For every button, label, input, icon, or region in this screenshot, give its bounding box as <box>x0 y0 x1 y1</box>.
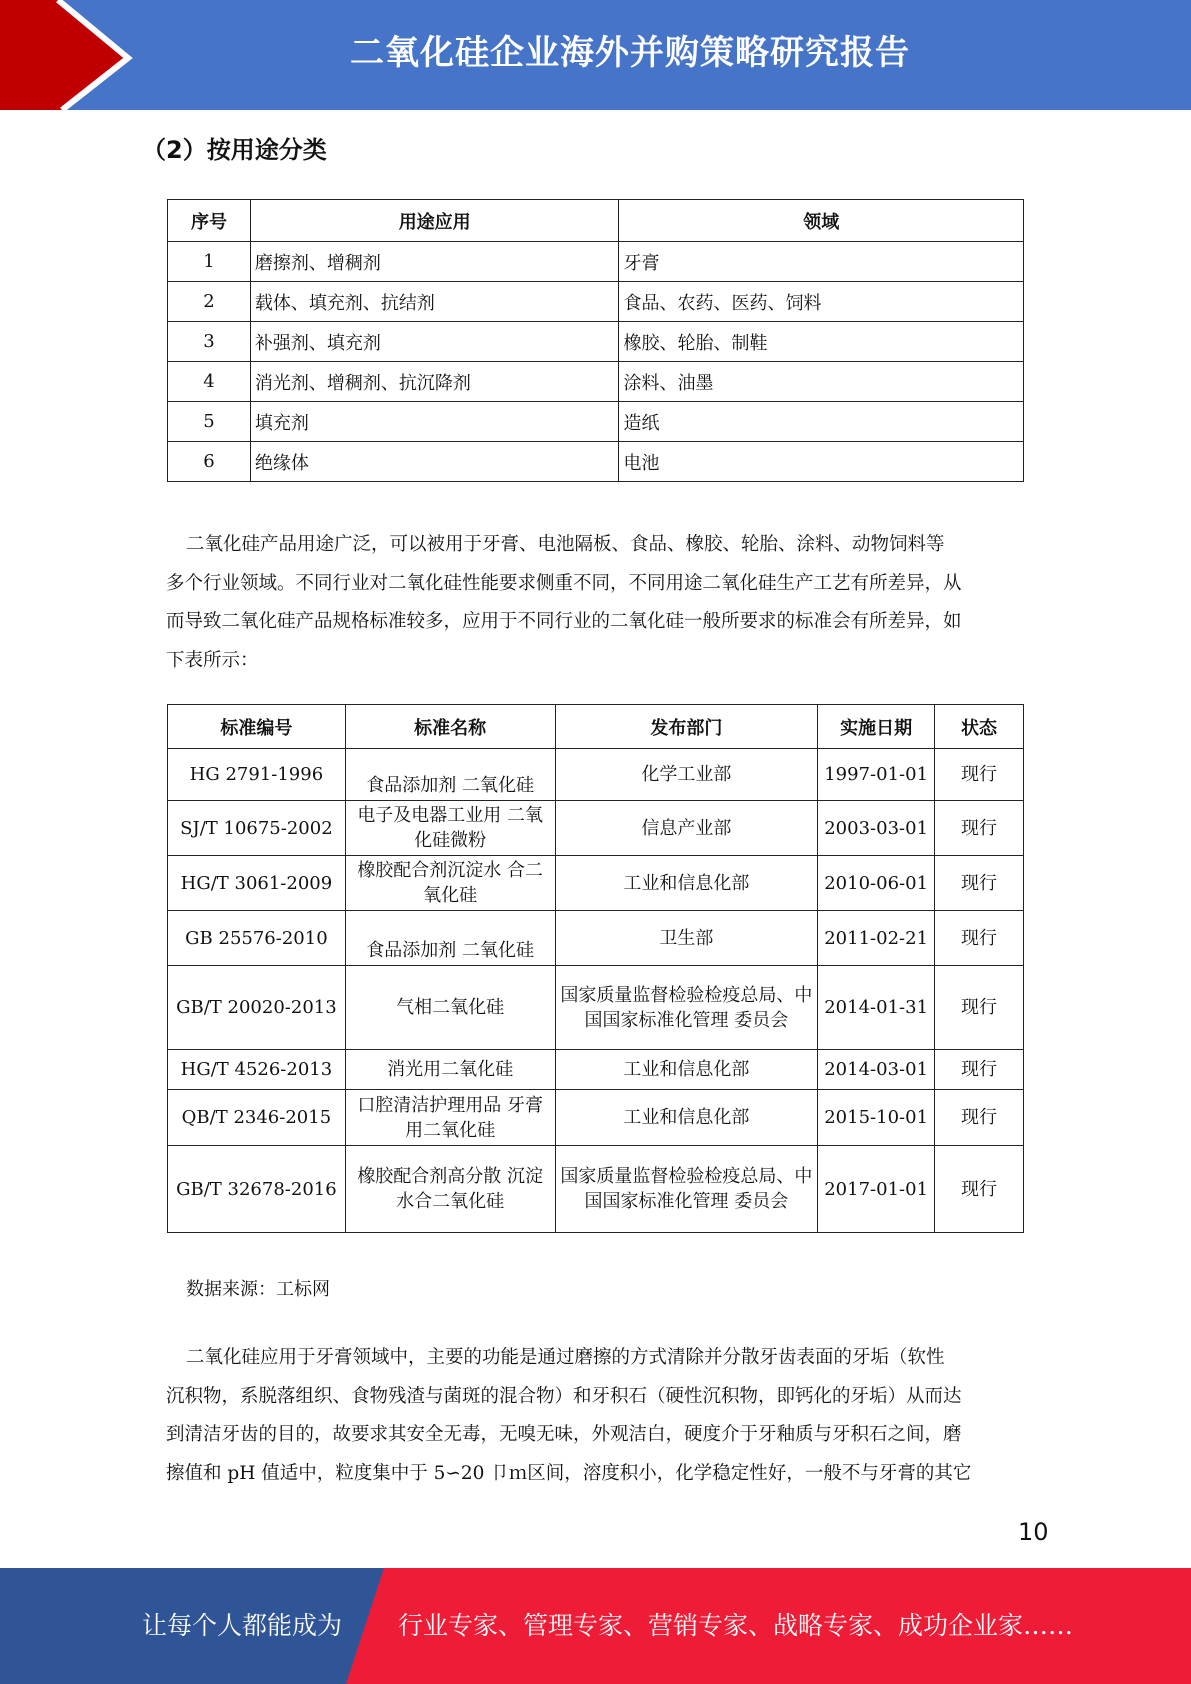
table-row <box>168 442 1024 482</box>
table-cell: 现行 <box>935 966 1024 1050</box>
column-header: 领域 <box>619 200 1024 242</box>
paragraph-usage <box>166 526 1024 680</box>
table-cell: 现行 <box>935 1146 1024 1233</box>
table-cell: 牙膏 <box>619 242 1024 282</box>
table-row <box>168 362 1024 402</box>
page-header <box>0 0 1191 110</box>
column-header: 用途应用 <box>250 200 619 242</box>
table-row <box>168 402 1024 442</box>
table-cell: 工业和信息化部 <box>555 1050 818 1090</box>
table-cell: 磨擦剂、增稠剂 <box>250 242 619 282</box>
table-cell: 填充剂 <box>250 402 619 442</box>
footer-slogan-right: 行业专家、管理专家、营销专家、战略专家、成功企业家…… <box>398 1611 1074 1640</box>
column-header: 实施日期 <box>818 705 935 749</box>
table-cell: 食品添加剂 二氧化硅 <box>345 749 555 801</box>
table-cell: 补强剂、填充剂 <box>250 322 619 362</box>
table-cell: 卫生部 <box>555 911 818 966</box>
table-cell: 橡胶配合剂沉淀水 合二氧化硅 <box>345 856 555 911</box>
table-cell: 现行 <box>935 1050 1024 1090</box>
table-row <box>168 966 1024 1050</box>
standards-table <box>167 704 1024 1233</box>
table-cell: 2015-10-01 <box>818 1090 935 1146</box>
paragraph-line: 二氧化硅应用于牙膏领域中，主要的功能是通过磨擦的方式清除并分散牙齿表面的牙垢（软性 <box>186 1347 945 1368</box>
page-number: 10 <box>1018 1518 1049 1546</box>
table-cell: 信息产业部 <box>555 801 818 856</box>
paragraph-line: 擦值和 pH 值适中，粒度集中于 5∽20 卩ｍ区间，溶度积小，化学稳定性好，一般不与牙膏的其它 <box>166 1462 972 1484</box>
table-cell: 橡胶配合剂高分散 沉淀水合二氧化硅 <box>345 1146 555 1233</box>
section-title: （2）按用途分类 <box>142 136 327 164</box>
table-cell: 绝缘体 <box>250 442 619 482</box>
table-cell: GB 25576-2010 <box>168 911 346 966</box>
table-row <box>168 1050 1024 1090</box>
table-cell: HG 2791-1996 <box>168 749 346 801</box>
table-cell: 涂料、油墨 <box>619 362 1024 402</box>
table-cell: 2014-01-31 <box>818 966 935 1050</box>
table-cell: 6 <box>168 442 251 482</box>
table-cell: QB/T 2346-2015 <box>168 1090 346 1146</box>
table-cell: 3 <box>168 322 251 362</box>
table-cell: 工业和信息化部 <box>555 1090 818 1146</box>
header-chevron-decoration <box>0 0 160 110</box>
table-row <box>168 911 1024 966</box>
column-header: 状态 <box>935 705 1024 749</box>
table-cell: 气相二氧化硅 <box>345 966 555 1050</box>
report-title: 二氧化硅企业海外并购策略研究报告 <box>350 33 910 73</box>
table-cell: 4 <box>168 362 251 402</box>
table-cell: 国家质量监督检验检疫总局、中国国家标准化管理 委员会 <box>555 966 818 1050</box>
table-row <box>168 282 1024 322</box>
table-cell: 2 <box>168 282 251 322</box>
table-cell: 2014-03-01 <box>818 1050 935 1090</box>
column-header: 标准名称 <box>345 705 555 749</box>
table-row <box>168 322 1024 362</box>
table-row <box>168 801 1024 856</box>
table-cell: 电池 <box>619 442 1024 482</box>
table-cell: 现行 <box>935 856 1024 911</box>
table-cell: HG/T 4526-2013 <box>168 1050 346 1090</box>
table-row <box>168 856 1024 911</box>
table-row <box>168 749 1024 801</box>
table-cell: 消光用二氧化硅 <box>345 1050 555 1090</box>
column-header: 序号 <box>168 200 251 242</box>
column-header: 标准编号 <box>168 705 346 749</box>
table-row <box>168 242 1024 282</box>
table-cell: 食品添加剂 二氧化硅 <box>345 911 555 966</box>
table-cell: 现行 <box>935 1090 1024 1146</box>
table-cell: 2011-02-21 <box>818 911 935 966</box>
paragraph-line: 下表所示： <box>166 649 259 671</box>
table-cell: 消光剂、增稠剂、抗沉降剂 <box>250 362 619 402</box>
table-cell: 口腔清洁护理用品 牙膏用二氧化硅 <box>345 1090 555 1146</box>
table-cell: 1 <box>168 242 251 282</box>
table-cell: 2017-01-01 <box>818 1146 935 1233</box>
usage-table <box>167 199 1024 482</box>
table-cell: 现行 <box>935 801 1024 856</box>
table-cell: 5 <box>168 402 251 442</box>
table-row <box>168 1146 1024 1233</box>
table-cell: 现行 <box>935 911 1024 966</box>
table-header-row <box>168 705 1024 749</box>
table-cell: 食品、农药、医药、饲料 <box>619 282 1024 322</box>
column-header: 发布部门 <box>555 705 818 749</box>
table-row <box>168 1090 1024 1146</box>
table-cell: 化学工业部 <box>555 749 818 801</box>
paragraph-line: 沉积物，系脱落组织、食物残渣与菌斑的混合物）和牙积石（硬性沉积物，即钙化的牙垢）从而达 <box>166 1385 962 1407</box>
table-cell: 工业和信息化部 <box>555 856 818 911</box>
table-cell: 2010-06-01 <box>818 856 935 911</box>
table-cell: GB/T 20020-2013 <box>168 966 346 1050</box>
paragraph-toothpaste <box>166 1339 1024 1493</box>
table-cell: 现行 <box>935 749 1024 801</box>
table-cell: 造纸 <box>619 402 1024 442</box>
table-cell: GB/T 32678-2016 <box>168 1146 346 1233</box>
page-footer <box>0 1568 1191 1684</box>
table-cell: HG/T 3061-2009 <box>168 856 346 911</box>
paragraph-line: 到清洁牙齿的目的，故要求其安全无毒，无嗅无味，外观洁白，硬度介于牙釉质与牙积石之间，磨 <box>166 1424 962 1445</box>
table-cell: SJ/T 10675-2002 <box>168 801 346 856</box>
data-source-note: 数据来源：工标网 <box>186 1279 330 1300</box>
table-cell: 载体、填充剂、抗结剂 <box>250 282 619 322</box>
table-cell: 1997-01-01 <box>818 749 935 801</box>
table-header-row <box>168 200 1024 242</box>
footer-slogan-left: 让每个人都能成为 <box>142 1611 343 1640</box>
table-cell: 2003-03-01 <box>818 801 935 856</box>
paragraph-line: 而导致二氧化硅产品规格标准较多，应用于不同行业的二氧化硅一般所要求的标准会有所差异，如 <box>166 611 962 632</box>
table-cell: 电子及电器工业用 二氧化硅微粉 <box>345 801 555 856</box>
paragraph-line: 多个行业领域。不同行业对二氧化硅性能要求侧重不同，不同用途二氧化硅生产工艺有所差异，从 <box>166 572 962 594</box>
paragraph-line: 二氧化硅产品用途广泛，可以被用于牙膏、电池隔板、食品、橡胶、轮胎、涂料、动物饲料等 <box>186 534 945 555</box>
table-cell: 橡胶、轮胎、制鞋 <box>619 322 1024 362</box>
table-cell: 国家质量监督检验检疫总局、中国国家标准化管理 委员会 <box>555 1146 818 1233</box>
